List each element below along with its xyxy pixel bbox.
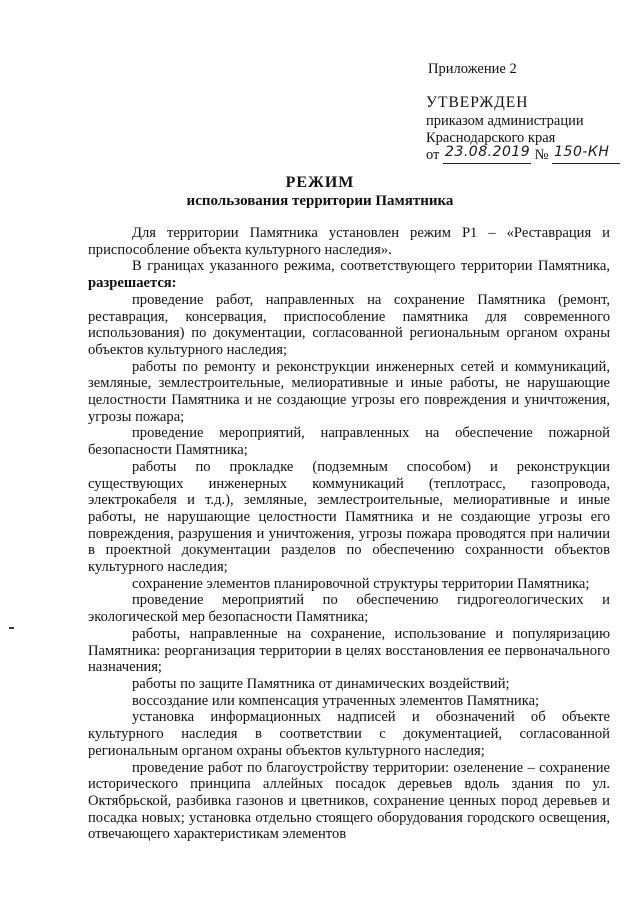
approval-line-2: Краснодарского края	[426, 130, 556, 146]
approval-date-line	[426, 144, 620, 164]
number-prefix: №	[534, 147, 549, 163]
paragraph: воссоздание или компенсация утраченных элементов Памятника;	[132, 692, 540, 709]
paragraph: проведение мероприятий, направленных на обеспечение пожарной безопасности Памятника;	[88, 425, 610, 459]
paragraph: проведение работ, направленных на сохранение Памятника (ремонт, реставрация, консервация, приспособление памятника для современного использования) по документации, согласованной региональным органом охраны объектов культурного наследия;	[88, 291, 610, 358]
number-underline	[552, 144, 620, 164]
paragraph: работы по защите Памятника от динамических воздействий;	[132, 675, 510, 692]
paragraph: проведение работ по благоустройству территории: озеленение – сохранение исторического принципа аллейных посадок деревьев вдоль здания по ул. Октябрьской, разбивка газонов и цветников, сохранение ценных пород деревьев и посадка новых; установка отдельно стоящего оборудования городского освещения, отвечающего характеристикам элементов	[88, 759, 610, 843]
paragraph: работы по прокладке (подземным способом) и реконструкции существующих инженерных коммуникаций (теплотрасс, газопровода, электрокабеля и т.д.), земляные, землестроительные, мелиоративные и иные работы, не нарушающие целостности Памятника и не создающие угрозы его повреждения, разрушения и уничтожения, угрозы пожара проводятся при наличии в проектной документации разделов по обеспечению сохранности объектов культурного наследия;	[88, 458, 610, 576]
approval-block	[426, 94, 620, 164]
approval-line-1: приказом администрации	[426, 113, 584, 129]
handwritten-number: 150-КН	[554, 144, 610, 160]
date-underline	[443, 144, 531, 164]
paragraph: сохранение элементов планировочной структуры территории Памятника;	[132, 575, 590, 592]
document-subtitle: использования территории Памятника	[186, 193, 454, 209]
document-body	[88, 225, 610, 843]
appendix-label: Приложение 2	[428, 61, 517, 77]
paragraph: работы по ремонту и реконструкции инженерных сетей и коммуникаций, земляные, землестроительные, мелиоративные и иные работы, не нарушающие целостности Памятника и не создающие угрозы его повреждения и уничтожения, угрозы пожара;	[88, 358, 610, 425]
paragraph	[88, 258, 610, 291]
margin-mark	[9, 627, 14, 629]
handwritten-date: 23.08.2019	[445, 144, 531, 160]
document-title: РЕЖИМ	[285, 174, 355, 191]
date-prefix: от	[426, 147, 440, 163]
paragraph: Для территории Памятника установлен режим Р1 – «Реставрация и приспособление объекта культурного наследия».	[88, 225, 610, 258]
paragraph: проведение мероприятий по обеспечению гидрогеологических и экологической мер безопасности Памятника;	[88, 592, 610, 626]
paragraph-text: В границах указанного режима, соответствующего территории Памятника,	[132, 258, 610, 275]
approved-heading: УТВЕРЖДЕН	[426, 94, 529, 111]
paragraph: установка информационных надписей и обозначений об объекте культурного наследия в соответствии с документацией, согласованной региональным органом охраны объектов культурного наследия;	[88, 709, 610, 759]
paragraph-bold: разрешается:	[88, 275, 177, 292]
paragraph: работы, направленные на сохранение, использование и популяризацию Памятника: реорганизация территории в целях восстановления ее первоначального назначения;	[88, 625, 610, 676]
